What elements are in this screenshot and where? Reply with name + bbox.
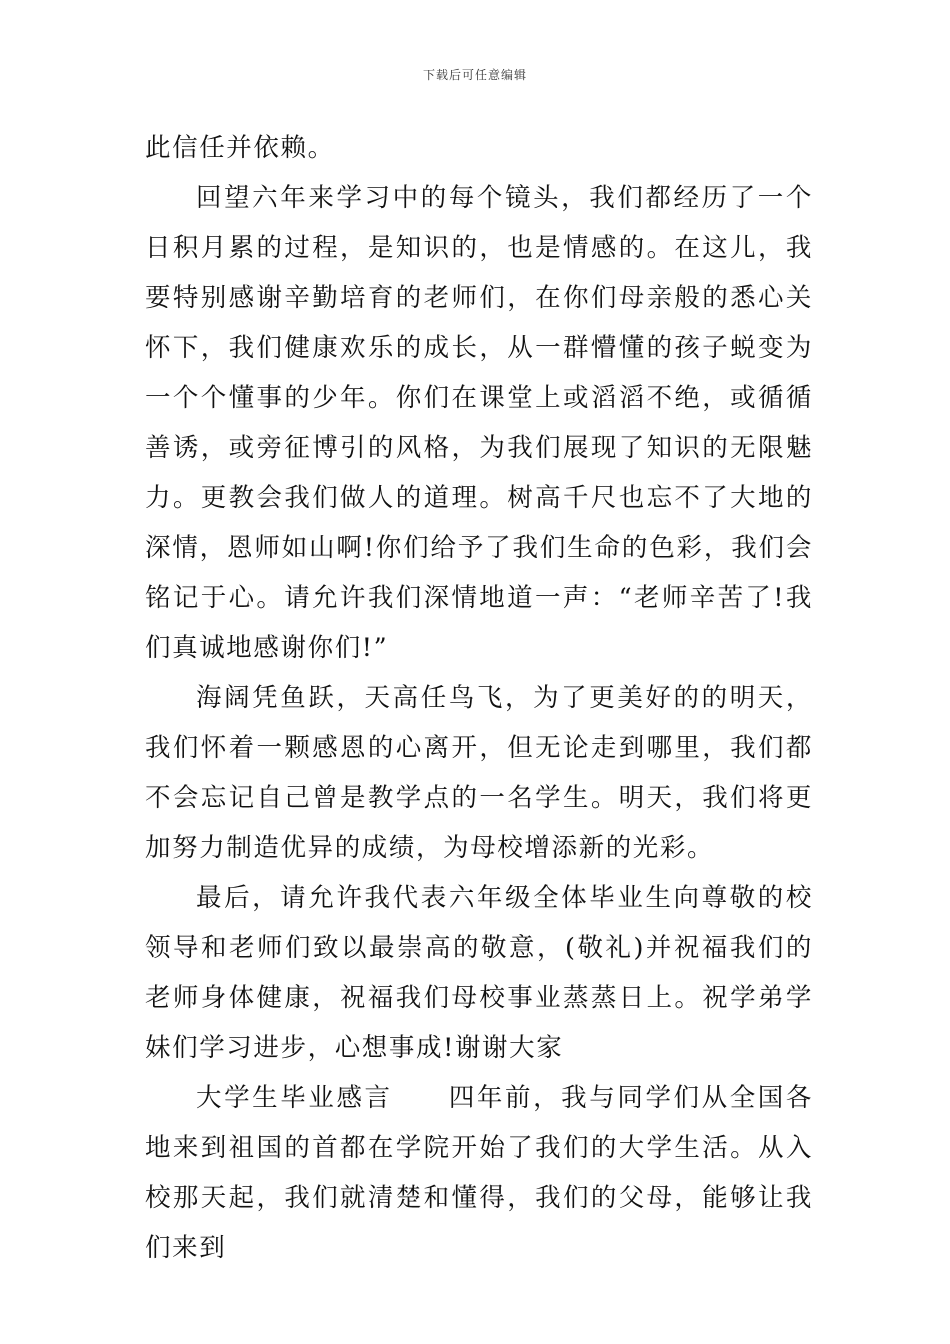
paragraph-continuation: 此信任并依赖。 [145, 133, 335, 163]
paragraph-closing: 最后，请允许我代表六年级全体毕业生向尊敬的校领导和老师们致以最崇高的敬意，(敬礼)并祝福我们的老师身体健康，祝福我们母校事业蒸蒸日上。祝学弟学妹们学习进步，心想事成!谢谢大家 [145, 883, 813, 1063]
document-body [145, 123, 813, 1273]
paragraph-university-speech: 大学生毕业感言 四年前，我与同学们从全国各地来到祖国的首都在学院开始了我们的大学生活。从入校那天起，我们就清楚和懂得，我们的父母，能够让我们来到 [145, 1083, 813, 1263]
page-header: 下载后可任意编辑 [422, 68, 527, 82]
paragraph-gratitude-teachers: 回望六年来学习中的每个镜头，我们都经历了一个日积月累的过程，是知识的，也是情感的。在这儿，我要特别感谢辛勤培育的老师们，在你们母亲般的悉心关怀下，我们健康欢乐的成长，从一群懵懂的孩子蜕变为一个个懂事的少年。你们在课堂上或滔滔不绝，或循循善诱，或旁征博引的风格，为我们展现了知识的无限魅力。更教会我们做人的道理。树高千尺也忘不了大地的深情，恩师如山啊!你们给予了我们生命的色彩，我们会铭记于心。请允许我们深情地道一声：“老师辛苦了!我们真诚地感谢你们!” [145, 183, 813, 663]
paragraph-future: 海阔凭鱼跃，天高任鸟飞，为了更美好的的明天，我们怀着一颗感恩的心离开，但无论走到哪里，我们都不会忘记自己曾是教学点的一名学生。明天，我们将更加努力制造优异的成绩，为母校增添新的光彩。 [145, 683, 813, 863]
